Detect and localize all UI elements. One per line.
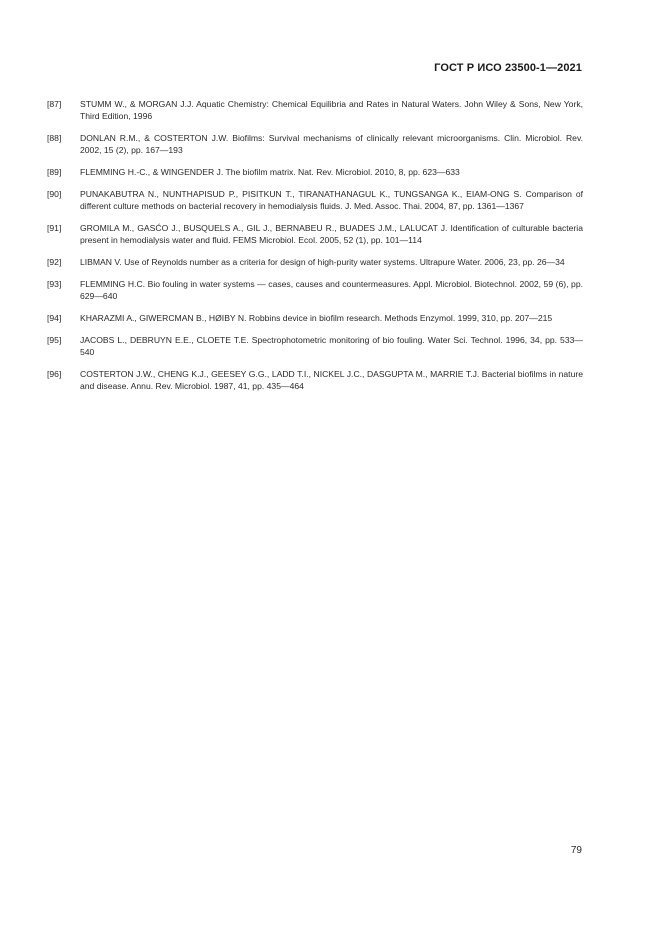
reference-text: FLEMMING H.C. Bio fouling in water systems — cases, causes and countermeasures. Appl. Microbiol. Biotechnol. 2002, 59 (6), pp. 629—640: [80, 279, 583, 301]
reference-item: [47, 132, 583, 156]
reference-number: [95]: [47, 335, 62, 345]
reference-number: [92]: [47, 257, 62, 267]
reference-item: [47, 278, 583, 302]
reference-number: [93]: [47, 279, 62, 289]
reference-number: [90]: [47, 189, 62, 199]
reference-text: PUNAKABUTRA N., NUNTHAPISUD P., PISITKUN T., TIRANATHANAGUL K., TUNGSANGA K., EIAM-ONG S. Comparison of different culture methods on bacterial recovery in hemodialysis fluids. J. Med. Assoc. Thai. 2004, 87, pp. 1361—1367: [80, 189, 583, 211]
reference-item: [47, 312, 583, 324]
reference-text: FLEMMING H.-C., & WINGENDER J. The biofilm matrix. Nat. Rev. Microbiol. 2010, 8, pp. 623—633: [80, 167, 460, 177]
bibliography-list: [47, 98, 583, 402]
reference-text: LIBMAN V. Use of Reynolds number as a criteria for design of high-purity water systems. Ultrapure Water. 2006, 23, pp. 26—34: [80, 257, 565, 267]
reference-number: [91]: [47, 223, 62, 233]
reference-item: [47, 98, 583, 122]
reference-number: [88]: [47, 133, 62, 143]
reference-text: DONLAN R.M., & COSTERTON J.W. Biofilms: Survival mechanisms of clinically relevant microorganisms. Clin. Microbiol. Rev. 2002, 15 (2), pp. 167—193: [80, 133, 583, 155]
reference-item: [47, 368, 583, 392]
reference-item: [47, 256, 583, 268]
reference-text: GROMILA M., GASĆO J., BUSQUELS A., GIL J., BERNABEU R., BUADES J.M., LALUCAT J. Identification of culturable bacteria present in hemodialysis water and fluid. FEMS Microbiol. Ecol. 2005, 52 (1), pp. 101—114: [80, 223, 583, 245]
reference-text: COSTERTON J.W., CHENG K.J., GEESEY G.G., LADD T.I., NICKEL J.C., DASGUPTA M., MARRIE T.J. Bacterial biofilms in nature and disease. Annu. Rev. Microbiol. 1987, 41, pp. 435—464: [80, 369, 583, 391]
document-standard-id: ГОСТ Р ИСО 23500-1—2021: [434, 62, 582, 74]
reference-number: [96]: [47, 369, 62, 379]
reference-number: [94]: [47, 313, 62, 323]
reference-text: STUMM W., & MORGAN J.J. Aquatic Chemistry: Chemical Equilibria and Rates in Natural Waters. John Wiley & Sons, New York, Third Edition, 1996: [80, 99, 583, 121]
page-number: 79: [570, 845, 582, 856]
reference-text: KHARAZMI A., GIWERCMAN B., HØIBY N. Robbins device in biofilm research. Methods Enzymol. 1999, 310, pp. 207—215: [80, 313, 553, 323]
reference-item: [47, 222, 583, 246]
reference-item: [47, 334, 583, 358]
reference-item: [47, 166, 583, 178]
reference-text: JACOBS L., DEBRUYN E.E., CLOETE T.E. Spectrophotometric monitoring of bio fouling. Water Sci. Technol. 1996, 34, pp. 533—540: [80, 335, 583, 357]
reference-number: [89]: [47, 167, 62, 177]
reference-number: [87]: [47, 99, 62, 109]
reference-item: [47, 188, 583, 212]
